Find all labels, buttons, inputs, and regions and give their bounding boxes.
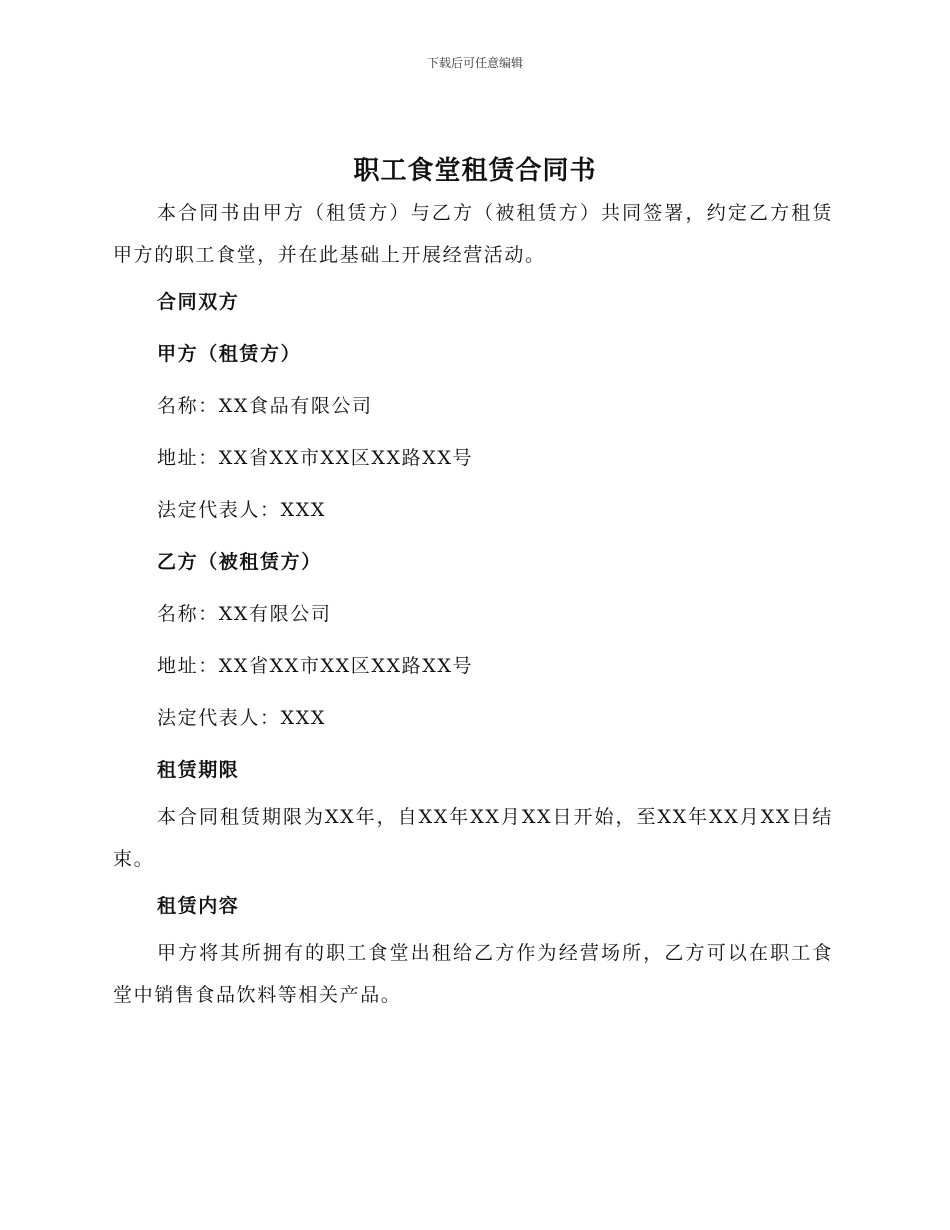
party-a-name: 名称：XX食品有限公司 [157, 395, 373, 417]
document-body [113, 192, 833, 1016]
term-paragraph: 本合同租赁期限为XX年，自XX年XX月XX日开始，至XX年XX月XX日结束。 [113, 806, 833, 870]
party-b-legal-rep: 法定代表人：XXX [157, 707, 326, 729]
intro-paragraph: 本合同书由甲方（租赁方）与乙方（被租赁方）共同签署，约定乙方租赁甲方的职工食堂，并在此基础上开展经营活动。 [113, 202, 833, 266]
party-a-address: 地址：XX省XX市XX区XX路XX号 [157, 447, 474, 469]
page-header: 下载后可任意编辑 [426, 56, 523, 70]
scope-heading: 租赁内容 [157, 895, 240, 917]
document-title: 职工食堂租赁合同书 [353, 156, 597, 186]
party-a-legal-rep: 法定代表人：XXX [157, 499, 326, 521]
party-b-heading: 乙方（被租赁方） [157, 551, 322, 573]
party-b-address: 地址：XX省XX市XX区XX路XX号 [157, 655, 474, 677]
term-heading: 租赁期限 [157, 759, 240, 781]
party-a-heading: 甲方（租赁方） [157, 343, 302, 365]
scope-paragraph: 甲方将其所拥有的职工食堂出租给乙方作为经营场所，乙方可以在职工食堂中销售食品饮料等相关产品。 [113, 942, 833, 1006]
party-b-name: 名称：XX有限公司 [157, 603, 332, 625]
parties-heading: 合同双方 [157, 291, 240, 313]
